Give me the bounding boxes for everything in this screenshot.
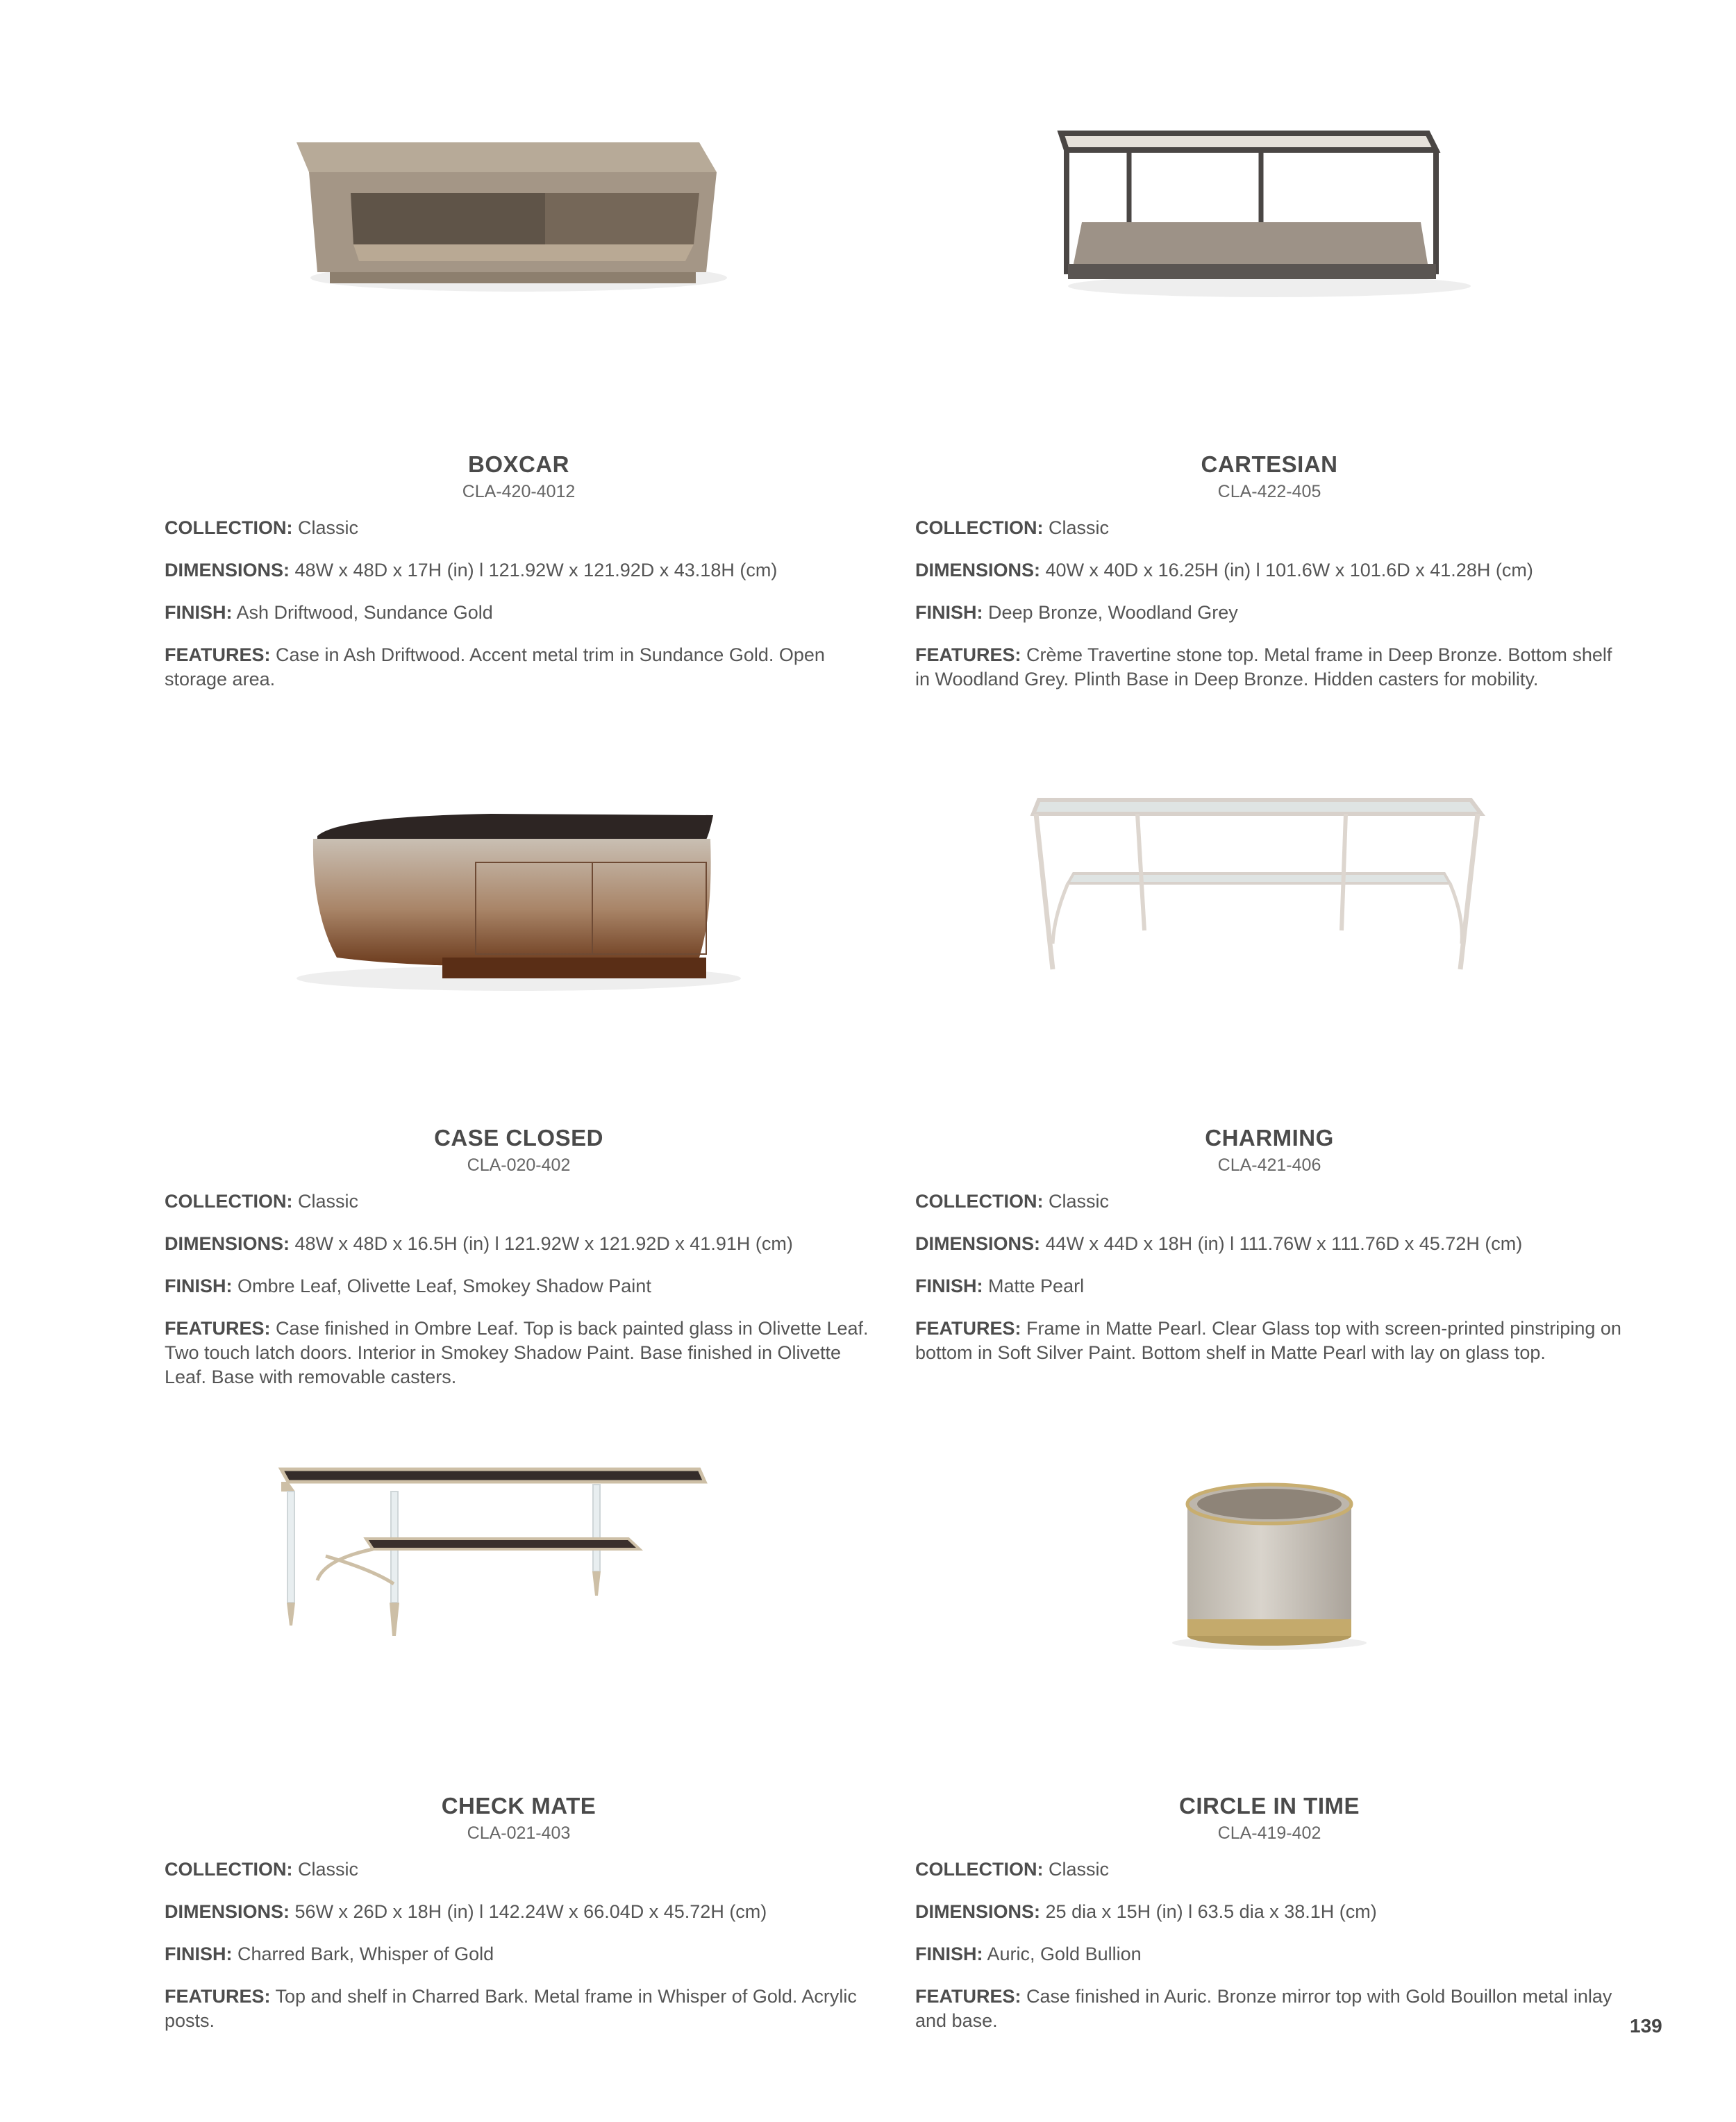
collection-label: COLLECTION:: [915, 1191, 1044, 1212]
finish-row: [915, 1274, 1624, 1298]
features-label: FEATURES:: [165, 1318, 271, 1339]
collection-label: COLLECTION:: [915, 517, 1044, 538]
collection-row: [165, 1189, 873, 1214]
product-name: CHECK MATE: [441, 1793, 596, 1819]
product-image-circle-in-time: [915, 1448, 1624, 1691]
product-cartesian: [915, 104, 1624, 692]
product-name: CARTESIAN: [1201, 451, 1338, 477]
collection-value: Classic: [298, 1859, 359, 1880]
collection-row: [165, 516, 873, 540]
finish-label: FINISH:: [165, 602, 233, 623]
features-row: [165, 643, 873, 692]
collection-label: COLLECTION:: [165, 1191, 293, 1212]
collection-label: COLLECTION:: [915, 1859, 1044, 1880]
collection-row: [165, 1857, 873, 1882]
product-charming: [915, 780, 1624, 1365]
dimensions-row: [165, 1900, 873, 1924]
dimensions-row: [915, 1900, 1624, 1924]
product-image-check-mate: [165, 1448, 873, 1691]
product-image-case-closed: [165, 780, 873, 1024]
features-row: [165, 1985, 873, 2033]
collection-row: [915, 516, 1624, 540]
features-value: Case finished in Auric. Bronze mirror top with Gold Bouillon metal inlay and base.: [915, 1986, 1612, 2031]
product-image-charming: [915, 780, 1624, 1024]
collection-label: COLLECTION:: [165, 517, 293, 538]
product-name: BOXCAR: [467, 451, 569, 477]
collection-row: [915, 1189, 1624, 1214]
dimensions-value: 48W x 48D x 16.5H (in) l 121.92W x 121.92D x 41.91H (cm): [294, 1233, 793, 1254]
dimensions-label: DIMENSIONS:: [165, 1901, 290, 1922]
product-sku: CLA-419-402: [1217, 1823, 1321, 1843]
finish-label: FINISH:: [165, 1276, 233, 1296]
collection-value: Classic: [1049, 1191, 1110, 1212]
dimensions-label: DIMENSIONS:: [915, 1233, 1041, 1254]
features-label: FEATURES:: [915, 1318, 1021, 1339]
collection-row: [915, 1857, 1624, 1882]
finish-row: [915, 601, 1624, 625]
product-boxcar: [165, 104, 873, 692]
finish-label: FINISH:: [915, 1276, 983, 1296]
product-image-cartesian: [915, 104, 1624, 347]
finish-row: [915, 1942, 1624, 1966]
product-sku: CLA-421-406: [1217, 1155, 1321, 1175]
product-sku: CLA-020-402: [467, 1155, 571, 1175]
dimensions-value: 44W x 44D x 18H (in) l 111.76W x 111.76D x 45.72H (cm): [1045, 1233, 1523, 1254]
finish-value: Ombre Leaf, Olivette Leaf, Smokey Shadow Paint: [237, 1276, 651, 1296]
dimensions-value: 25 dia x 15H (in) l 63.5 dia x 38.1H (cm): [1045, 1901, 1377, 1922]
features-value: Frame in Matte Pearl. Clear Glass top with screen-printed pinstriping on bottom in Soft Silver Paint. Bottom shelf in Matte Pearl with lay on glass top.: [915, 1318, 1621, 1363]
product-case-closed: [165, 780, 873, 1389]
dimensions-value: 40W x 40D x 16.25H (in) l 101.6W x 101.6D x 41.28H (cm): [1045, 560, 1533, 580]
finish-label: FINISH:: [915, 602, 983, 623]
features-value: Case finished in Ombre Leaf. Top is back painted glass in Olivette Leaf. Two touch latch doors. Interior in Smokey Shadow Paint. Base finished in Olivette Leaf. Base with removable casters.: [165, 1318, 869, 1387]
product-sku: CLA-021-403: [467, 1823, 571, 1843]
collection-value: Classic: [298, 1191, 359, 1212]
finish-value: Auric, Gold Bullion: [987, 1944, 1142, 1964]
dimensions-label: DIMENSIONS:: [165, 1233, 290, 1254]
collection-value: Classic: [298, 517, 359, 538]
features-label: FEATURES:: [165, 1986, 271, 2007]
finish-value: Ash Driftwood, Sundance Gold: [236, 602, 493, 623]
dimensions-row: [915, 1232, 1624, 1256]
dimensions-value: 56W x 26D x 18H (in) l 142.24W x 66.04D x 45.72H (cm): [294, 1901, 767, 1922]
features-row: [165, 1317, 873, 1389]
dimensions-row: [165, 1232, 873, 1256]
finish-row: [165, 1274, 873, 1298]
features-row: [915, 1985, 1624, 2033]
collection-label: COLLECTION:: [165, 1859, 293, 1880]
product-name: CASE CLOSED: [434, 1125, 603, 1151]
page-number: 139: [1630, 2015, 1662, 2037]
product-name: CHARMING: [1205, 1125, 1334, 1151]
finish-row: [165, 601, 873, 625]
finish-value: Charred Bark, Whisper of Gold: [237, 1944, 494, 1964]
collection-value: Classic: [1049, 517, 1110, 538]
features-label: FEATURES:: [915, 644, 1021, 665]
finish-label: FINISH:: [915, 1944, 983, 1964]
finish-row: [165, 1942, 873, 1966]
product-image-boxcar: [165, 104, 873, 347]
finish-label: FINISH:: [165, 1944, 233, 1964]
dimensions-label: DIMENSIONS:: [915, 560, 1041, 580]
finish-value: Matte Pearl: [988, 1276, 1085, 1296]
product-name: CIRCLE IN TIME: [1179, 1793, 1360, 1819]
finish-value: Deep Bronze, Woodland Grey: [988, 602, 1238, 623]
features-value: Case in Ash Driftwood. Accent metal trim in Sundance Gold. Open storage area.: [165, 644, 825, 690]
features-row: [915, 1317, 1624, 1365]
features-label: FEATURES:: [165, 644, 271, 665]
dimensions-label: DIMENSIONS:: [915, 1901, 1041, 1922]
features-value: Top and shelf in Charred Bark. Metal frame in Whisper of Gold. Acrylic posts.: [165, 1986, 857, 2031]
collection-value: Classic: [1049, 1859, 1110, 1880]
features-label: FEATURES:: [915, 1986, 1021, 2007]
product-sku: CLA-420-4012: [462, 482, 576, 501]
features-row: [915, 643, 1624, 692]
dimensions-row: [165, 558, 873, 583]
product-sku: CLA-422-405: [1217, 482, 1321, 501]
product-circle-in-time: [915, 1448, 1624, 2033]
dimensions-label: DIMENSIONS:: [165, 560, 290, 580]
product-check-mate: [165, 1448, 873, 2033]
features-value: Crème Travertine stone top. Metal frame in Deep Bronze. Bottom shelf in Woodland Grey. Plinth Base in Deep Bronze. Hidden casters for mobility.: [915, 644, 1612, 690]
dimensions-value: 48W x 48D x 17H (in) l 121.92W x 121.92D x 43.18H (cm): [294, 560, 778, 580]
dimensions-row: [915, 558, 1624, 583]
